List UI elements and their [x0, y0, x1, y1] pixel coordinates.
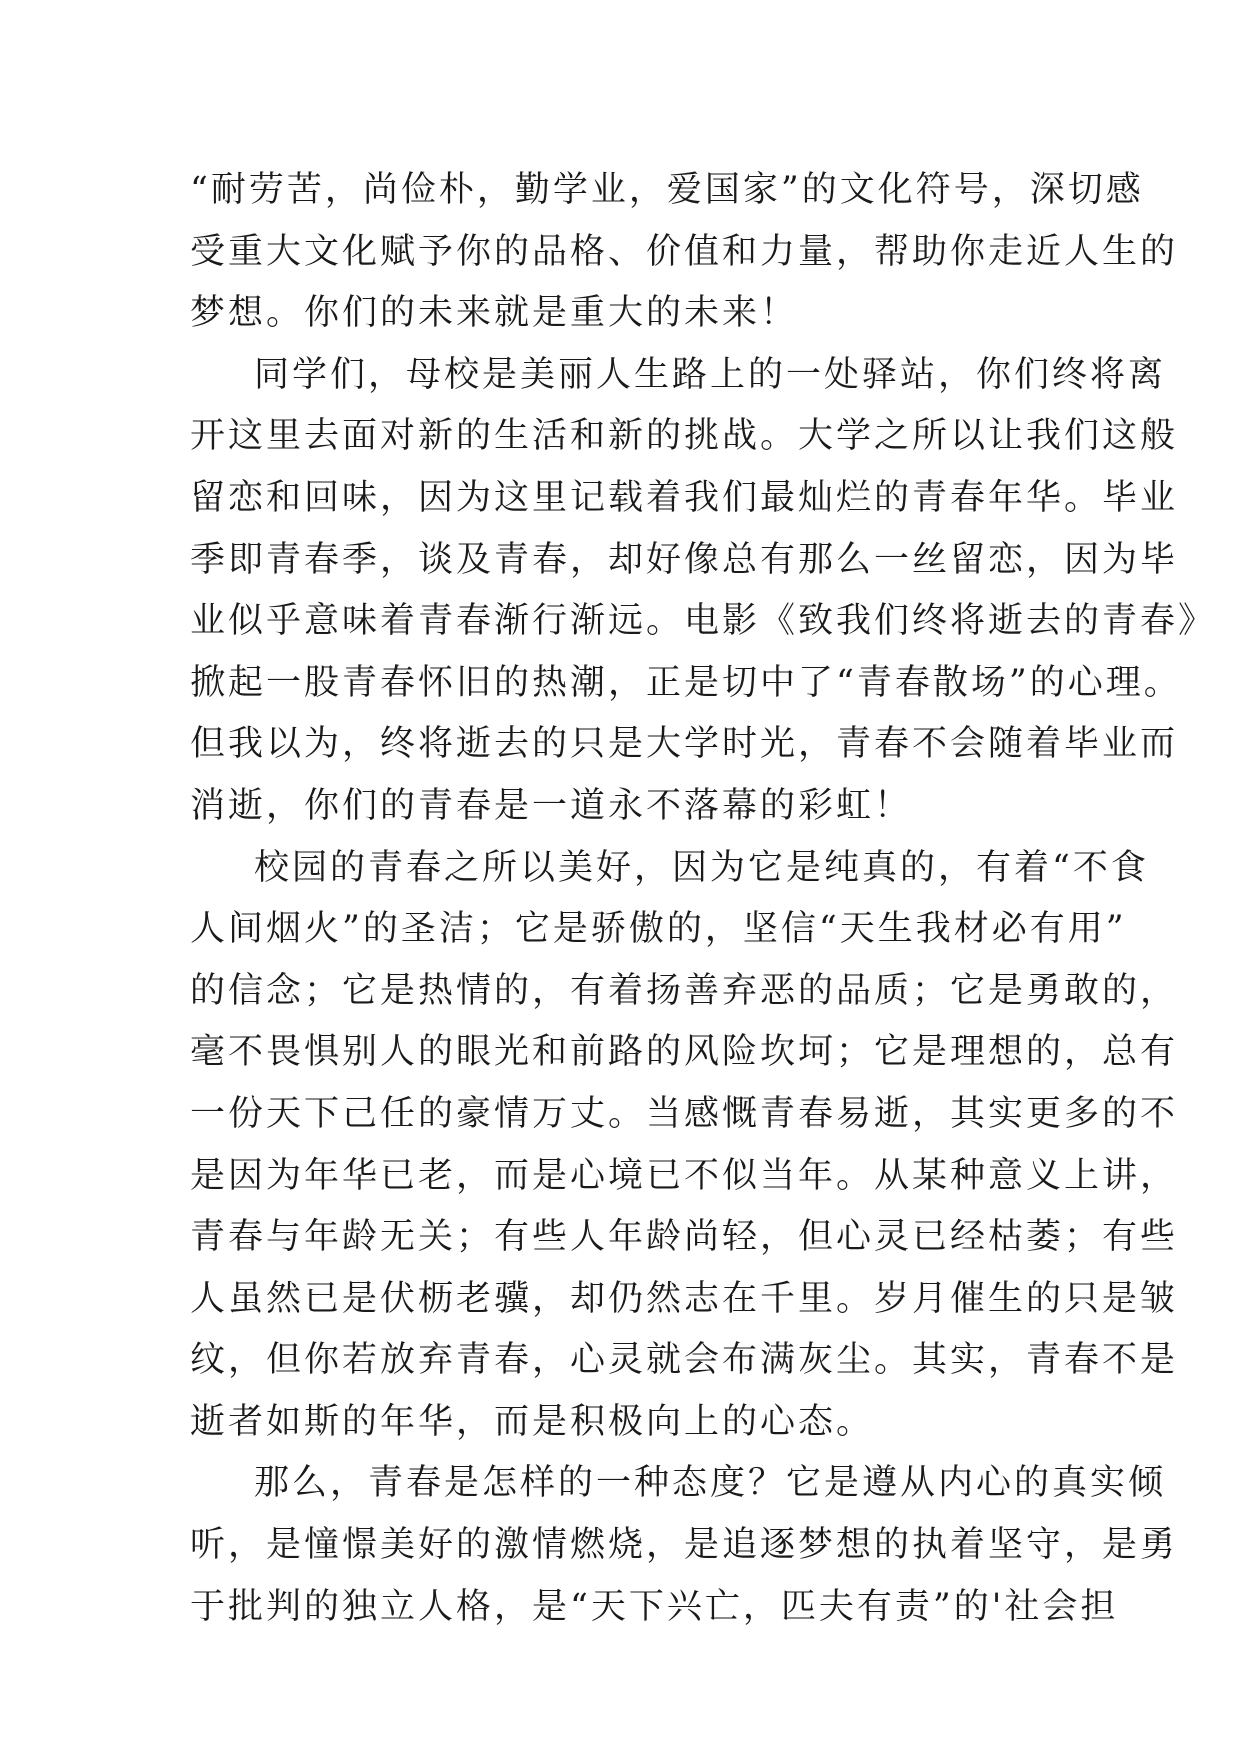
- text-line: 但我以为，终将逝去的只是大学时光，青春不会随着毕业而: [190, 724, 1179, 765]
- text-line: 青春与年龄无关；有些人年龄尚轻，但心灵已经枯萎；有些: [190, 1217, 1179, 1258]
- text-line: 业似乎意味着青春渐行渐远。电影《致我们终将逝去的青春》: [190, 601, 1217, 642]
- paragraph-start-line: 同学们，母校是美丽人生路上的一处驿站，你们终将离: [254, 354, 1167, 395]
- text-line: 于批判的独立人格，是“天下兴亡，匹夫有责”的'社会担: [190, 1586, 1119, 1627]
- text-line: 纹，但你若放弃青春，心灵就会布满灰尘。其实，青春不是: [190, 1340, 1179, 1381]
- text-line: 逝者如斯的年华，而是积极向上的心态。: [190, 1401, 875, 1442]
- text-line: 梦想。你们的未来就是重大的未来！: [190, 293, 799, 334]
- text-line: 一份天下己任的豪情万丈。当感慨青春易逝，其实更多的不: [190, 1093, 1179, 1134]
- text-line: 是因为年华已老，而是心境已不似当年。从某种意义上讲，: [190, 1155, 1179, 1196]
- text-line: “耐劳苦，尚俭朴，勤学业，爱国家”的文化符号，深切感: [190, 170, 1144, 210]
- text-line: 的信念；它是热情的，有着扬善弃恶的品质；它是勇敢的，: [190, 970, 1179, 1011]
- body-text: [190, 160, 1217, 1638]
- text-line: 听，是憧憬美好的激情燃烧，是追逐梦想的执着坚守，是勇: [190, 1525, 1179, 1566]
- text-line: 开这里去面对新的生活和新的挑战。大学之所以让我们这般: [190, 416, 1179, 457]
- text-line: 毫不畏惧别人的眼光和前路的风险坎坷；它是理想的，总有: [190, 1032, 1179, 1073]
- text-line: 季即青春季，谈及青春，却好像总有那么一丝留恋，因为毕: [190, 539, 1179, 580]
- text-line: 掀起一股青春怀旧的热潮，正是切中了“青春散场”的心理。: [190, 662, 1182, 703]
- paragraph-start-line: 那么，青春是怎样的一种态度？它是遵从内心的真实倾: [254, 1463, 1167, 1504]
- text-line: 受重大文化赋予你的品格、价值和力量，帮助你走近人生的: [190, 231, 1179, 272]
- text-line: 人间烟火”的圣洁；它是骄傲的，坚信“天生我材必有用”: [190, 909, 1127, 950]
- text-line: 留恋和回味，因为这里记载着我们最灿烂的青春年华。毕业: [190, 477, 1179, 518]
- text-line: 人虽然已是伏枥老骥，却仍然志在千里。岁月催生的只是皱: [190, 1278, 1179, 1319]
- text-line: 消逝，你们的青春是一道永不落幕的彩虹！: [190, 785, 913, 826]
- paragraph-start-line: 校园的青春之所以美好，因为它是纯真的，有着“不食: [254, 847, 1149, 888]
